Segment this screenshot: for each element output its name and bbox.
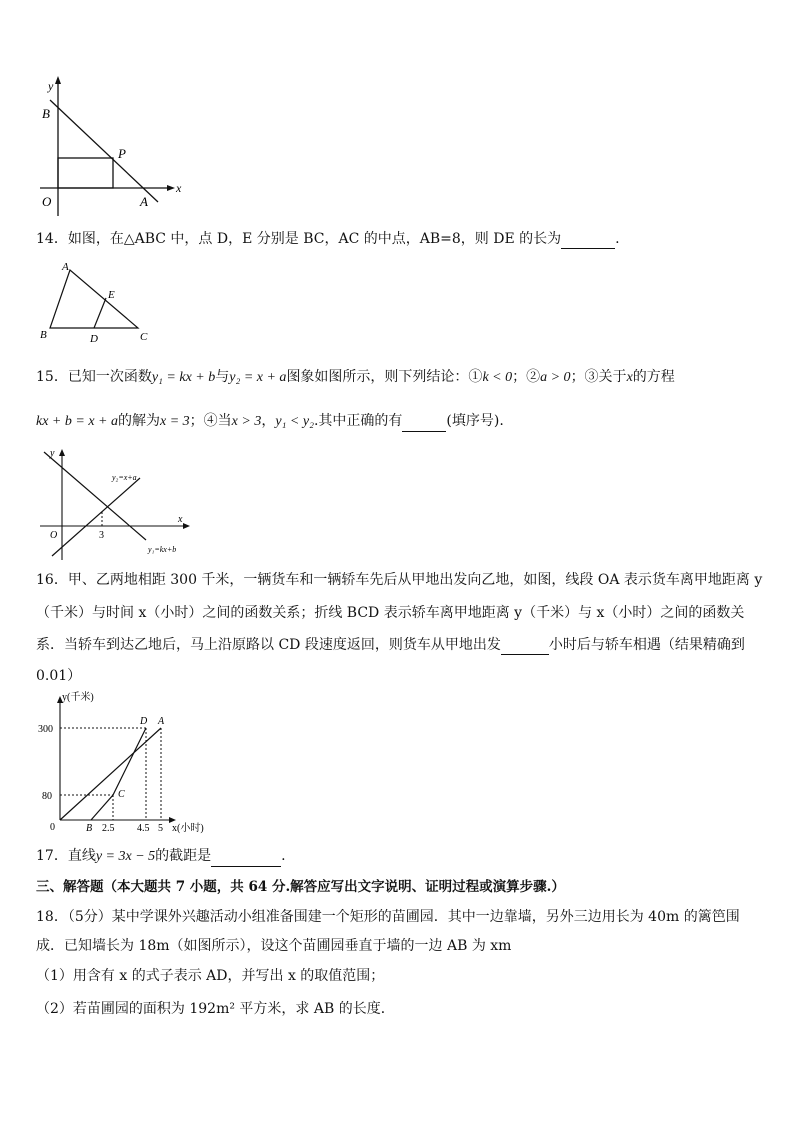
label-x: x bbox=[178, 514, 183, 525]
q15-condition: x > 3 bbox=[231, 414, 262, 429]
label-y: y bbox=[48, 79, 54, 93]
q16-text-a: 系．当轿车到达乙地后，马上沿原路以 CD 段速度返回，则货车从甲地出发 bbox=[36, 637, 501, 653]
q17-suffix: 的截距是 bbox=[155, 848, 212, 864]
label-p: P bbox=[118, 146, 126, 161]
label-origin: 0 bbox=[50, 822, 55, 833]
line-y1 bbox=[44, 452, 146, 540]
polyline-bcd bbox=[91, 728, 146, 820]
q17-end: . bbox=[281, 848, 286, 864]
x-arrow bbox=[167, 185, 175, 191]
figure-q16 bbox=[36, 688, 226, 838]
figure-q13 bbox=[30, 72, 200, 220]
q15-conclusion-1: k < 0 bbox=[482, 370, 513, 385]
label-2-5: 2.5 bbox=[102, 823, 115, 834]
label-x-axis: x(小时) bbox=[172, 823, 204, 834]
label-300: 300 bbox=[38, 724, 53, 735]
label-x: x bbox=[176, 181, 182, 195]
label-y2: y₂=x+a bbox=[112, 473, 137, 482]
q15-text-7: (填序号). bbox=[446, 413, 504, 429]
label-y1: y₁=kx+b bbox=[148, 545, 177, 554]
y-arrow bbox=[59, 449, 65, 456]
label-c: C bbox=[118, 789, 125, 800]
question-17 bbox=[36, 846, 286, 867]
q14-answer-blank[interactable] bbox=[561, 232, 615, 249]
q15-equation: kx + b = x + a bbox=[36, 414, 118, 429]
q15-text-1: 15．已知一次函数 bbox=[36, 369, 152, 385]
label-3: 3 bbox=[99, 530, 104, 541]
question-14 bbox=[36, 229, 620, 249]
x-arrow bbox=[183, 523, 190, 529]
label-d: D bbox=[90, 333, 98, 344]
rectangle-op bbox=[58, 158, 113, 188]
q14-end: . bbox=[615, 231, 620, 247]
q15-conclusion-2: a > 0 bbox=[540, 370, 571, 385]
q15-text-4: 的解为 bbox=[117, 413, 160, 429]
label-d: D bbox=[140, 716, 148, 727]
label-80: 80 bbox=[42, 791, 52, 802]
question-16-line-3 bbox=[36, 635, 745, 655]
line-ba bbox=[50, 100, 158, 202]
label-e: E bbox=[108, 289, 115, 301]
q15-solution: x = 3 bbox=[159, 414, 190, 429]
segment-de bbox=[94, 298, 106, 328]
y-arrow bbox=[55, 76, 61, 84]
line-y2 bbox=[52, 478, 140, 556]
figure-q15 bbox=[36, 446, 196, 562]
q15-sep-1: ；② bbox=[512, 369, 541, 385]
q15-text-2: 图象如图所示，则下列结论：① bbox=[286, 369, 483, 385]
q15-text-3: 的方程 bbox=[632, 369, 675, 385]
question-18-part-2: （2）若苗圃园的面积为 192m² 平方米，求 AB 的长度． bbox=[36, 1001, 395, 1017]
q15-comma: ， bbox=[261, 413, 276, 429]
label-a: A bbox=[62, 261, 69, 273]
question-15-line-2 bbox=[36, 411, 504, 432]
q17-formula: y = 3x − 5 bbox=[95, 849, 156, 864]
question-16-line-2: （千米）与时间 x（小时）之间的函数关系；折线 BCD 表示轿车离甲地距离 y（千米）与 x（小时）之间的函数关 bbox=[36, 605, 745, 621]
label-a: A bbox=[158, 716, 165, 727]
q15-x-var: x bbox=[626, 370, 633, 385]
label-c: C bbox=[140, 331, 148, 343]
q15-text-and: 与 bbox=[215, 369, 230, 385]
q15-inequality: y₁ < y₂ bbox=[275, 414, 314, 429]
question-18-line-2: 成．已知墙长为 18m（如图所示），设这个苗圃园垂直于墙的一边 AB 为 xm bbox=[36, 938, 512, 954]
section-header bbox=[36, 877, 565, 897]
label-o: O bbox=[42, 194, 52, 209]
q15-sep-2: ；③关于 bbox=[570, 369, 627, 385]
label-4-5: 4.5 bbox=[137, 823, 150, 834]
label-b: B bbox=[40, 329, 47, 341]
question-16-line-4: 0.01） bbox=[36, 668, 82, 684]
figure-q14 bbox=[36, 260, 166, 344]
q15-function-1: y₁ = kx + b bbox=[151, 370, 216, 385]
q15-answer-blank[interactable] bbox=[402, 415, 446, 432]
q17-prefix: 17．直线 bbox=[36, 848, 96, 864]
question-18-line-1: 18．（5分）某中学课外兴趣活动小组准备围建一个矩形的苗圃园．其中一边靠墙，另外三边用长为 40m 的篱笆围 bbox=[36, 909, 740, 925]
q14-text: 14．如图，在△ABC 中，点 D，E 分别是 BC，AC 的中点，AB=8，则 DE 的长为 bbox=[36, 231, 562, 247]
label-5: 5 bbox=[158, 823, 163, 834]
question-15-line-1 bbox=[36, 367, 675, 388]
q16-text-b: 小时后与轿车相遇（结果精确到 bbox=[548, 637, 745, 653]
label-a: A bbox=[140, 194, 148, 209]
q15-function-2: y₂ = x + a bbox=[229, 370, 287, 385]
q15-text-6: .其中正确的有 bbox=[313, 413, 403, 429]
label-o: O bbox=[50, 530, 58, 541]
section-title: 三、解答题 bbox=[36, 879, 104, 895]
label-y: y bbox=[50, 448, 55, 459]
q17-answer-blank[interactable] bbox=[211, 850, 281, 867]
question-18-part-1: （1）用含有 x 的式子表示 AD，并写出 x 的取值范围； bbox=[36, 968, 385, 984]
label-b: B bbox=[86, 823, 93, 834]
q15-text-5: ；④当 bbox=[189, 413, 232, 429]
question-16-line-1: 16．甲、乙两地相距 300 千米，一辆货车和一辆轿车先后从甲地出发向乙地，如图，线段 OA 表示货车离甲地距离 y bbox=[36, 572, 763, 588]
label-y-axis: y(千米) bbox=[62, 692, 94, 703]
section-note: （本大题共 7 小题，共 64 分.解答应写出文字说明、证明过程或演算步骤.） bbox=[103, 879, 565, 895]
label-b: B bbox=[42, 106, 50, 121]
q16-answer-blank[interactable] bbox=[501, 638, 549, 655]
triangle-abc bbox=[50, 270, 138, 328]
